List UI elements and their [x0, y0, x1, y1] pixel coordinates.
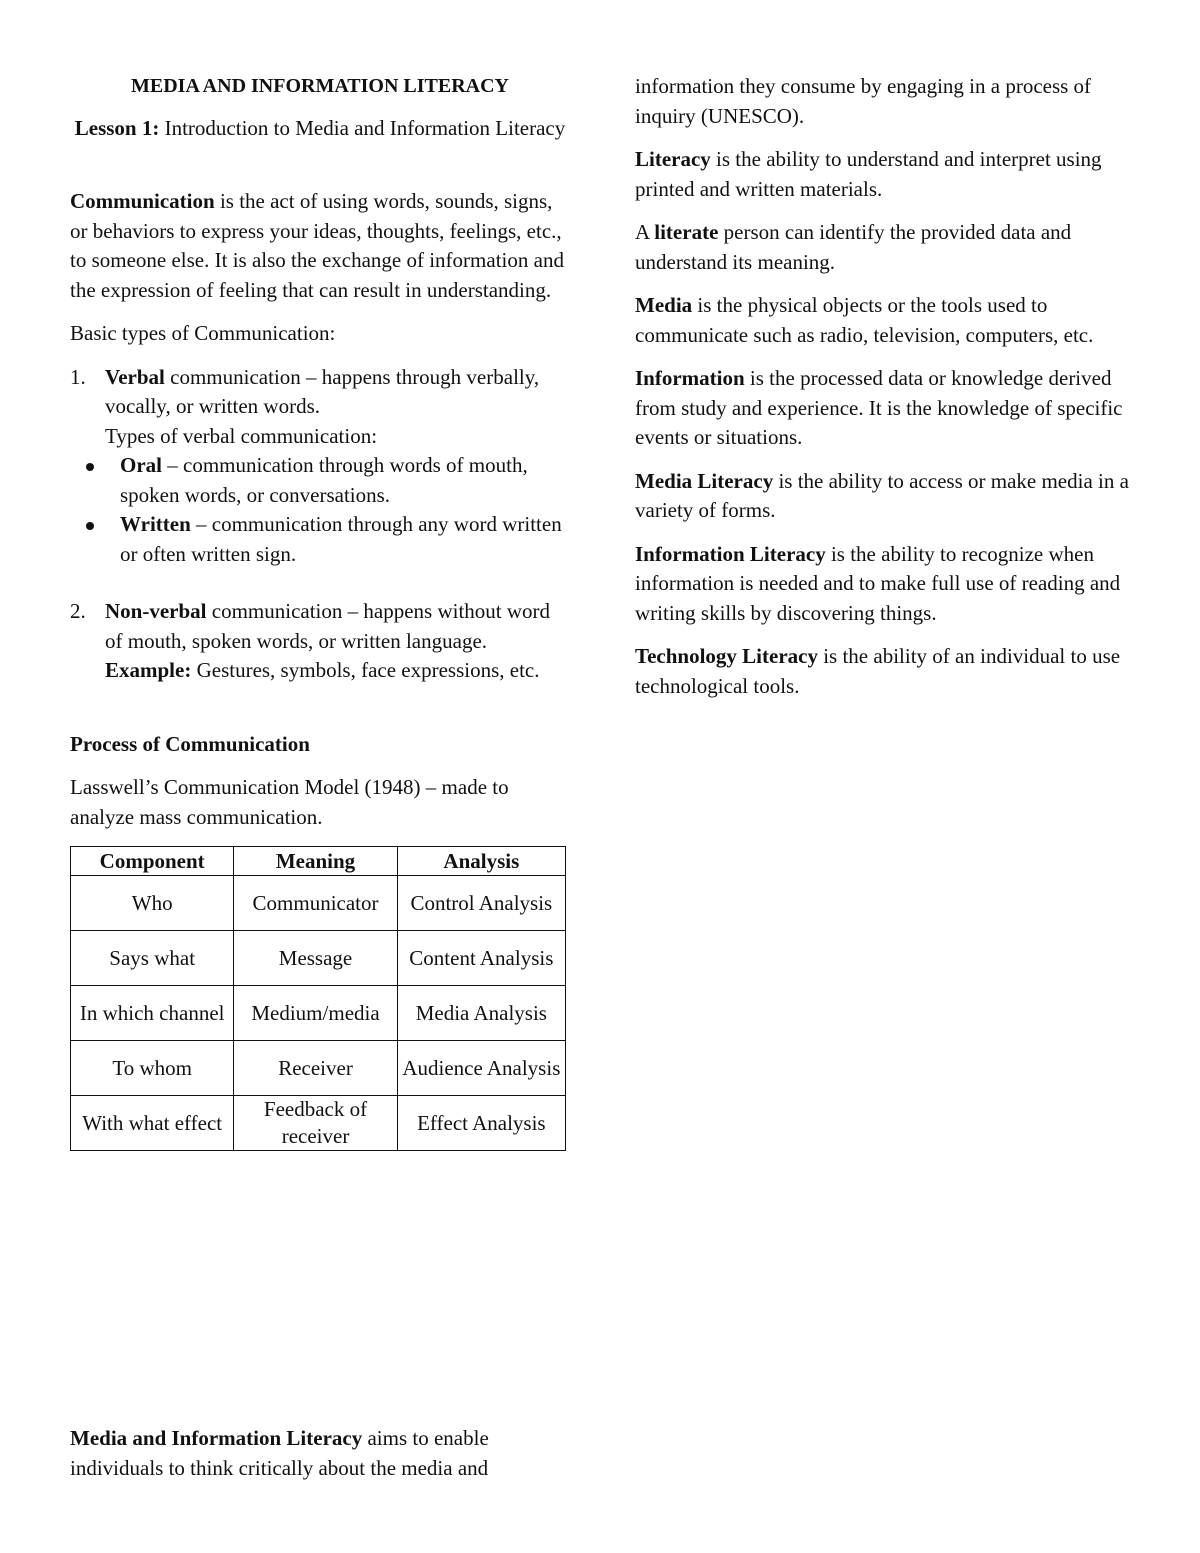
left-column [70, 72, 570, 1480]
verbal-subheading: Types of verbal communication: [105, 423, 378, 448]
nonverbal-example [105, 656, 570, 686]
mil-text-left: aims to enable individuals to think critically about the media and [70, 1426, 489, 1480]
table-row [71, 1096, 566, 1151]
lasswell-table [70, 846, 566, 1151]
communication-text: is the act of using words, sounds, signs, or behaviors to express your ideas, thoughts, feelings, etc., to someone else. It is also the exchange of information and the expression of feeling that can result in understanding. [70, 189, 564, 302]
lesson-heading [70, 114, 570, 144]
verbal-definition [105, 363, 570, 422]
definition-term: Information Literacy [635, 541, 826, 566]
lasswell-intro: Lasswell’s Communication Model (1948) – made to analyze mass communication. [70, 775, 509, 829]
written-text: – communication through any word written or often written sign. [120, 512, 562, 566]
definition-text: is the ability to understand and interpret using printed and written materials. [635, 147, 1102, 201]
definition-text: is the ability to access or make media in a variety of forms. [635, 468, 1129, 522]
nonverbal-definition [105, 597, 570, 656]
basic-types-heading: Basic types of Communication: [70, 321, 336, 345]
definition-prefix: A [635, 220, 655, 244]
table-cell: Feedback of receiver [234, 1096, 397, 1151]
table-cell: Communicator [234, 876, 397, 931]
verbal-number: 1. [70, 364, 86, 389]
bullet-dot-icon [86, 522, 94, 530]
table-cell: Content Analysis [397, 931, 565, 986]
nonverbal-number: 2. [70, 599, 86, 623]
bullet-oral [70, 451, 570, 510]
table-cell: Medium/media [234, 986, 397, 1041]
table-cell: Who [71, 876, 234, 931]
table-cell: Audience Analysis [397, 1041, 565, 1096]
table-header-cell: Analysis [397, 847, 565, 876]
table-row [71, 876, 566, 931]
table-cell: In which channel [71, 986, 234, 1041]
table-cell: Message [234, 931, 397, 986]
table-cell: Says what [71, 931, 234, 986]
oral-text: – communication through words of mouth, spoken words, or conversations. [120, 453, 528, 507]
lesson-text: Introduction to Media and Information Literacy [159, 115, 566, 140]
table-row [71, 1041, 566, 1096]
page-title: MEDIA AND INFORMATION LITERACY [131, 75, 509, 97]
definition-term: Information [635, 366, 745, 390]
definition-term: Literacy [635, 147, 711, 171]
definition-media-literacy [635, 467, 1135, 526]
nonverbal-text: communication – happens without word of mouth, spoken words, or written language. [105, 599, 551, 653]
definition-text: is the processed data or knowledge derived from study and experience. It is the knowledge of specific events or situations. [635, 366, 1123, 449]
definition-text: is the ability to recognize when information is needed and to make full use of reading and writing skills by discovering things. [635, 541, 1121, 625]
table-cell: With what effect [71, 1096, 234, 1151]
definition-information [635, 364, 1135, 453]
mil-definition [70, 1424, 570, 1483]
oral-term: Oral [120, 453, 162, 477]
table-cell: Effect Analysis [397, 1096, 565, 1151]
definition-text: is the ability of an individual to use technological tools. [635, 644, 1121, 698]
definition-information-literacy [635, 540, 1135, 629]
definition-term: Media Literacy [635, 468, 774, 493]
bullet-dot-icon [86, 463, 94, 471]
example-text: Gestures, symbols, face expressions, etc. [191, 658, 540, 682]
table-cell: To whom [71, 1041, 234, 1096]
verbal-text: communication – happens through verbally, vocally, or written words. [105, 364, 540, 418]
verbal-item [70, 363, 570, 452]
definition-term: literate [654, 220, 719, 244]
right-column [635, 72, 1135, 701]
definition-text: is the physical objects or the tools used to communicate such as radio, television, computers, etc. [635, 293, 1094, 347]
table-row [71, 931, 566, 986]
definition-media [635, 291, 1135, 350]
table-cell: Control Analysis [397, 876, 565, 931]
table-row [71, 986, 566, 1041]
table-header-row [71, 847, 566, 876]
definition-literacy [635, 145, 1135, 204]
definition-term: Media [635, 293, 693, 317]
table-header-cell: Component [71, 847, 234, 876]
nonverbal-term: Non-verbal [105, 599, 207, 623]
table-header-cell: Meaning [234, 847, 397, 876]
definition-technology-literacy [635, 642, 1135, 701]
mil-continuation: information they consume by engaging in a process of inquiry (UNESCO). [635, 74, 1092, 128]
example-label: Example: [105, 658, 192, 682]
communication-definition [70, 187, 570, 305]
definition-literate [635, 218, 1135, 277]
definition-text: person can identify the provided data and understand its meaning. [635, 220, 1072, 274]
definition-term: Technology Literacy [635, 644, 818, 668]
written-term: Written [120, 512, 191, 536]
nonverbal-item [70, 597, 570, 686]
process-heading-text: Process of Communication [70, 731, 310, 756]
lesson-label: Lesson 1: [74, 115, 160, 140]
table-cell: Media Analysis [397, 986, 565, 1041]
process-heading [70, 730, 570, 760]
bullet-written [70, 510, 570, 569]
communication-term: Communication [70, 189, 215, 213]
verbal-term: Verbal [105, 364, 165, 389]
table-cell: Receiver [234, 1041, 397, 1096]
mil-term: Media and Information Literacy [70, 1426, 363, 1450]
